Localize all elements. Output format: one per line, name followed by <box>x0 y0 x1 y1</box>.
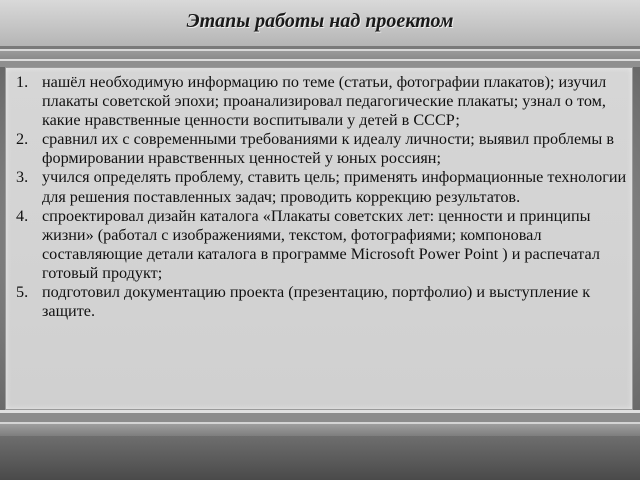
slide-title: Этапы работы над проектом <box>186 10 454 32</box>
decorative-stripe <box>0 424 640 436</box>
list-item: нашёл необходимую информацию по теме (статьи, фотографии плакатов); изучил плакаты советской эпохи; проанализировал педагогические плакаты; узнал о том, какие нравственные ценности воспитывали у детей в СССР; <box>42 73 607 130</box>
list-item: подготовил документацию проекта (презентацию, портфолио) и выступление к защите. <box>42 283 591 321</box>
list-item: учился определять проблему, ставить цель; применять информационные технологии для решения поставленных задач; проводить коррекцию результатов. <box>42 168 627 206</box>
list-item: сравнил их с современными требованиями к идеалу личности; выявил проблемы в формировании нравственных ценностей у юных россиян; <box>42 130 614 168</box>
decorative-stripe <box>0 436 640 480</box>
list-item: спроектировал дизайн каталога «Плакаты советских лет: ценности и принципы жизни» (работал с изображениями, текстом, фотографиями; компоновал составляющие детали каталога в программе Microsoft Power Point ) и распечатал готовый продукт; <box>42 206 600 282</box>
decorative-stripe <box>0 413 640 422</box>
steps-list <box>16 73 640 321</box>
decorative-stripe <box>0 51 640 59</box>
